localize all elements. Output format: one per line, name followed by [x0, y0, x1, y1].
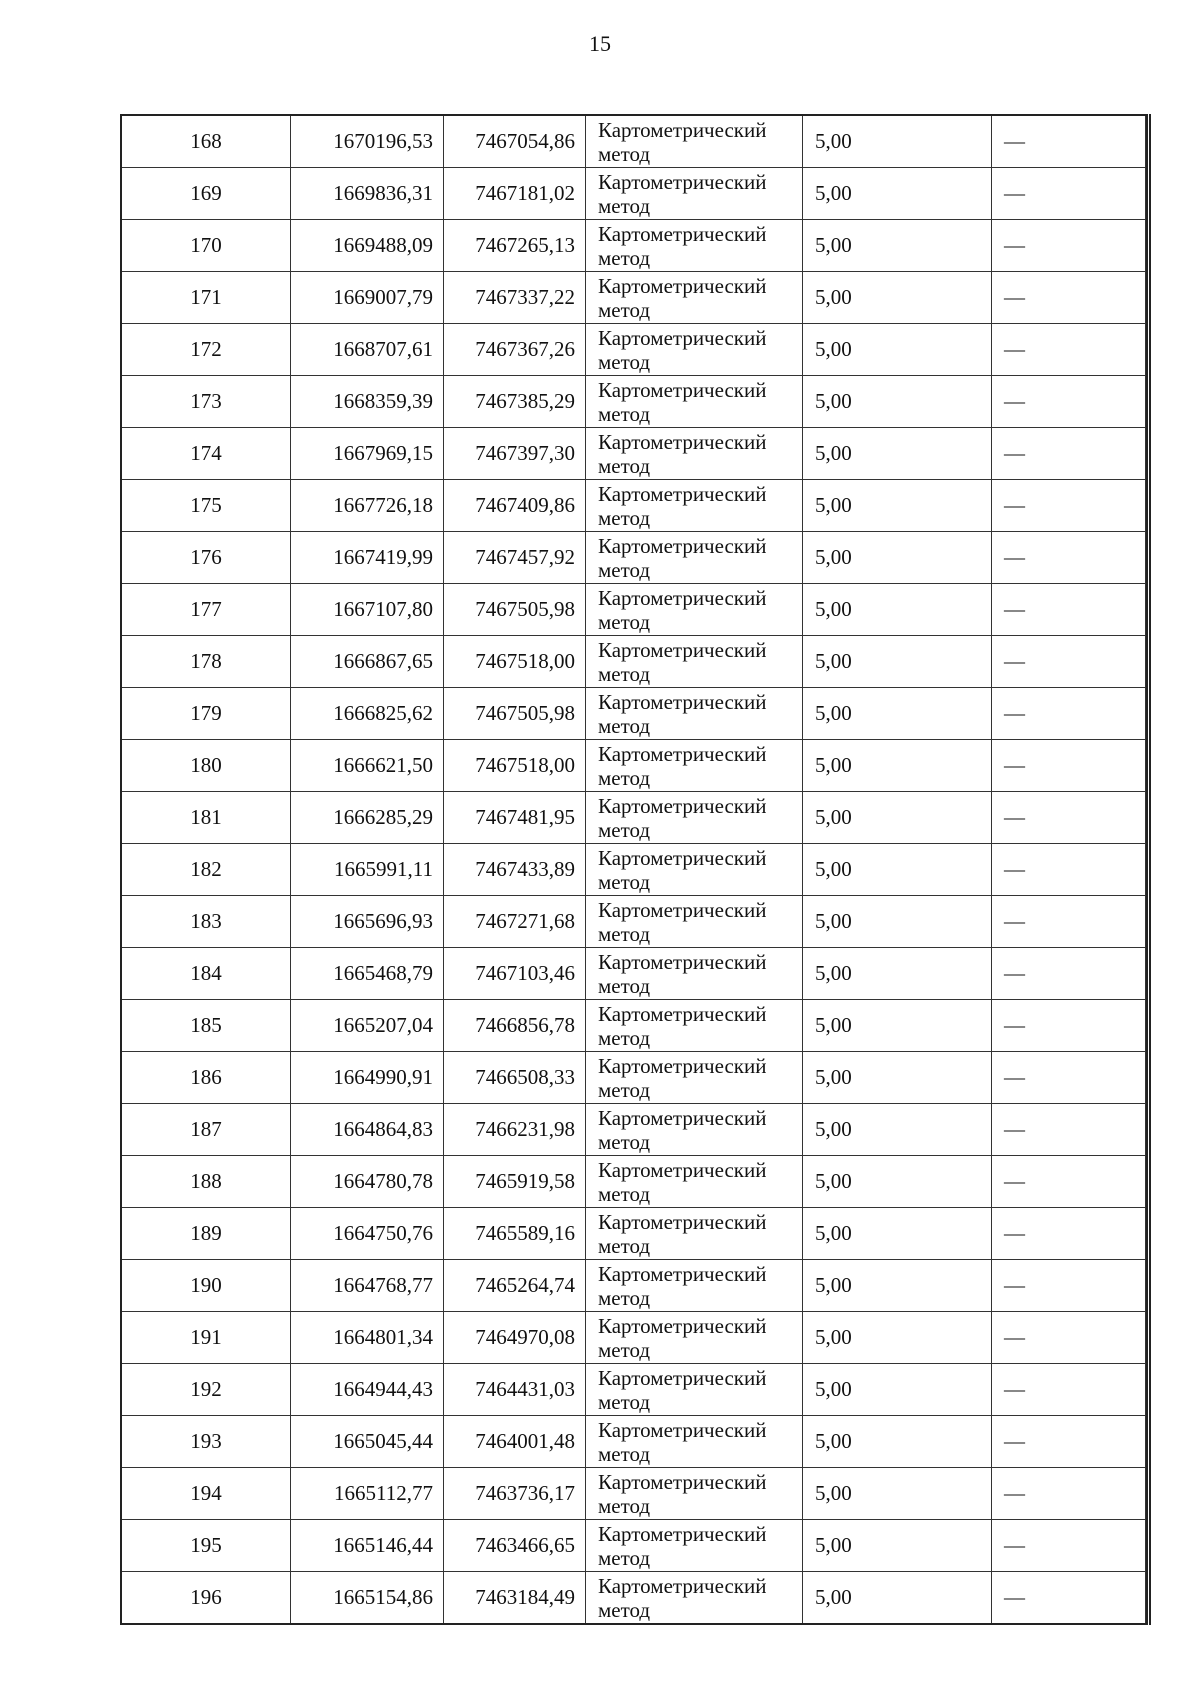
method-line1: Картометрический — [598, 481, 767, 506]
point-number-cell: 179 — [121, 688, 291, 740]
method-line1: Картометрический — [598, 221, 767, 246]
table-row — [121, 688, 1146, 740]
method-line2: метод — [598, 1181, 651, 1206]
method-line2: метод — [598, 713, 651, 738]
extra-cell: — — [992, 1520, 1146, 1572]
extra-cell: — — [992, 1208, 1146, 1260]
accuracy-cell: 5,00 — [803, 636, 992, 688]
extra-cell: — — [992, 792, 1146, 844]
x-coordinate-cell: 1665991,11 — [291, 844, 444, 896]
x-coordinate-cell: 1665696,93 — [291, 896, 444, 948]
method-line2: метод — [598, 401, 651, 426]
method-line2: метод — [598, 1337, 651, 1362]
point-number-cell: 187 — [121, 1104, 291, 1156]
method-cell — [586, 1156, 803, 1208]
method-line1: Картометрический — [598, 169, 767, 194]
y-coordinate-cell: 7464431,03 — [444, 1364, 586, 1416]
method-line1: Картометрический — [598, 117, 767, 142]
method-cell — [586, 376, 803, 428]
extra-cell: — — [992, 532, 1146, 584]
method-line1: Картометрический — [598, 429, 767, 454]
accuracy-cell: 5,00 — [803, 844, 992, 896]
method-cell — [586, 1052, 803, 1104]
accuracy-cell: 5,00 — [803, 1416, 992, 1468]
point-number-cell: 180 — [121, 740, 291, 792]
accuracy-cell: 5,00 — [803, 792, 992, 844]
table-row — [121, 1156, 1146, 1208]
method-cell — [586, 1104, 803, 1156]
accuracy-cell: 5,00 — [803, 1520, 992, 1572]
method-line2: метод — [598, 1285, 651, 1310]
x-coordinate-cell: 1665468,79 — [291, 948, 444, 1000]
point-number-cell: 194 — [121, 1468, 291, 1520]
method-line1: Картометрический — [598, 533, 767, 558]
y-coordinate-cell: 7467481,95 — [444, 792, 586, 844]
method-line1: Картометрический — [598, 1001, 767, 1026]
method-line1: Картометрический — [598, 845, 767, 870]
method-cell — [586, 1208, 803, 1260]
method-cell — [586, 1520, 803, 1572]
method-line2: метод — [598, 1597, 651, 1622]
table-row — [121, 1000, 1146, 1052]
y-coordinate-cell: 7467518,00 — [444, 740, 586, 792]
x-coordinate-cell: 1668707,61 — [291, 324, 444, 376]
method-line2: метод — [598, 973, 651, 998]
x-coordinate-cell: 1665045,44 — [291, 1416, 444, 1468]
accuracy-cell: 5,00 — [803, 1208, 992, 1260]
x-coordinate-cell: 1664864,83 — [291, 1104, 444, 1156]
y-coordinate-cell: 7467397,30 — [444, 428, 586, 480]
method-line1: Картометрический — [598, 689, 767, 714]
method-line2: метод — [598, 869, 651, 894]
method-line2: метод — [598, 141, 651, 166]
method-line2: метод — [598, 297, 651, 322]
x-coordinate-cell: 1664944,43 — [291, 1364, 444, 1416]
y-coordinate-cell: 7467271,68 — [444, 896, 586, 948]
extra-cell: — — [992, 1572, 1146, 1625]
method-cell — [586, 532, 803, 584]
method-cell — [586, 1468, 803, 1520]
method-line2: метод — [598, 193, 651, 218]
method-line2: метод — [598, 1389, 651, 1414]
accuracy-cell: 5,00 — [803, 220, 992, 272]
y-coordinate-cell: 7467457,92 — [444, 532, 586, 584]
x-coordinate-cell: 1664768,77 — [291, 1260, 444, 1312]
x-coordinate-cell: 1667726,18 — [291, 480, 444, 532]
table-row — [121, 740, 1146, 792]
coordinates-table-container — [120, 114, 1151, 1625]
method-line2: метод — [598, 1441, 651, 1466]
method-line2: метод — [598, 1077, 651, 1102]
method-line2: метод — [598, 1545, 651, 1570]
point-number-cell: 196 — [121, 1572, 291, 1625]
table-row — [121, 1208, 1146, 1260]
method-cell — [586, 324, 803, 376]
method-cell — [586, 1364, 803, 1416]
y-coordinate-cell: 7467265,13 — [444, 220, 586, 272]
method-line2: метод — [598, 1025, 651, 1050]
point-number-cell: 177 — [121, 584, 291, 636]
x-coordinate-cell: 1669007,79 — [291, 272, 444, 324]
y-coordinate-cell: 7465264,74 — [444, 1260, 586, 1312]
point-number-cell: 186 — [121, 1052, 291, 1104]
x-coordinate-cell: 1666867,65 — [291, 636, 444, 688]
table-row — [121, 480, 1146, 532]
method-line2: метод — [598, 557, 651, 582]
extra-cell: — — [992, 896, 1146, 948]
y-coordinate-cell: 7466856,78 — [444, 1000, 586, 1052]
extra-cell: — — [992, 740, 1146, 792]
method-line2: метод — [598, 817, 651, 842]
extra-cell: — — [992, 948, 1146, 1000]
table-row — [121, 636, 1146, 688]
method-cell — [586, 792, 803, 844]
point-number-cell: 181 — [121, 792, 291, 844]
accuracy-cell: 5,00 — [803, 948, 992, 1000]
method-line2: метод — [598, 245, 651, 270]
table-row — [121, 1364, 1146, 1416]
y-coordinate-cell: 7467433,89 — [444, 844, 586, 896]
x-coordinate-cell: 1670196,53 — [291, 115, 444, 168]
accuracy-cell: 5,00 — [803, 740, 992, 792]
x-coordinate-cell: 1665207,04 — [291, 1000, 444, 1052]
table-row — [121, 844, 1146, 896]
extra-cell: — — [992, 688, 1146, 740]
extra-cell: — — [992, 1364, 1146, 1416]
y-coordinate-cell: 7467367,26 — [444, 324, 586, 376]
method-line2: метод — [598, 661, 651, 686]
y-coordinate-cell: 7465589,16 — [444, 1208, 586, 1260]
method-line2: метод — [598, 1233, 651, 1258]
table-row — [121, 1572, 1146, 1625]
accuracy-cell: 5,00 — [803, 1312, 992, 1364]
method-cell — [586, 168, 803, 220]
accuracy-cell: 5,00 — [803, 324, 992, 376]
y-coordinate-cell: 7467505,98 — [444, 688, 586, 740]
method-line1: Картометрический — [598, 741, 767, 766]
method-line1: Картометрический — [598, 1261, 767, 1286]
accuracy-cell: 5,00 — [803, 688, 992, 740]
method-cell — [586, 428, 803, 480]
point-number-cell: 178 — [121, 636, 291, 688]
table-row — [121, 1468, 1146, 1520]
table-row — [121, 532, 1146, 584]
accuracy-cell: 5,00 — [803, 480, 992, 532]
method-cell — [586, 740, 803, 792]
method-cell — [586, 636, 803, 688]
x-coordinate-cell: 1667107,80 — [291, 584, 444, 636]
accuracy-cell: 5,00 — [803, 1260, 992, 1312]
method-line1: Картометрический — [598, 1053, 767, 1078]
method-cell — [586, 688, 803, 740]
x-coordinate-cell: 1668359,39 — [291, 376, 444, 428]
y-coordinate-cell: 7465919,58 — [444, 1156, 586, 1208]
y-coordinate-cell: 7467103,46 — [444, 948, 586, 1000]
extra-cell: — — [992, 115, 1146, 168]
method-cell — [586, 584, 803, 636]
x-coordinate-cell: 1666621,50 — [291, 740, 444, 792]
method-cell — [586, 1416, 803, 1468]
extra-cell: — — [992, 480, 1146, 532]
method-line2: метод — [598, 1493, 651, 1518]
accuracy-cell: 5,00 — [803, 168, 992, 220]
point-number-cell: 191 — [121, 1312, 291, 1364]
y-coordinate-cell: 7466508,33 — [444, 1052, 586, 1104]
point-number-cell: 183 — [121, 896, 291, 948]
method-cell — [586, 1260, 803, 1312]
coordinates-table — [120, 114, 1146, 1625]
point-number-cell: 189 — [121, 1208, 291, 1260]
point-number-cell: 193 — [121, 1416, 291, 1468]
x-coordinate-cell: 1665146,44 — [291, 1520, 444, 1572]
extra-cell: — — [992, 168, 1146, 220]
method-cell — [586, 896, 803, 948]
extra-cell: — — [992, 1052, 1146, 1104]
method-line1: Картометрический — [598, 1469, 767, 1494]
x-coordinate-cell: 1666285,29 — [291, 792, 444, 844]
method-cell — [586, 1312, 803, 1364]
extra-cell: — — [992, 1104, 1146, 1156]
table-row — [121, 220, 1146, 272]
y-coordinate-cell: 7467181,02 — [444, 168, 586, 220]
point-number-cell: 172 — [121, 324, 291, 376]
table-row — [121, 1052, 1146, 1104]
x-coordinate-cell: 1667419,99 — [291, 532, 444, 584]
y-coordinate-cell: 7463184,49 — [444, 1572, 586, 1625]
method-line1: Картометрический — [598, 377, 767, 402]
table-row — [121, 168, 1146, 220]
method-line1: Картометрический — [598, 1209, 767, 1234]
method-line1: Картометрический — [598, 325, 767, 350]
accuracy-cell: 5,00 — [803, 1156, 992, 1208]
x-coordinate-cell: 1664750,76 — [291, 1208, 444, 1260]
method-line2: метод — [598, 349, 651, 374]
accuracy-cell: 5,00 — [803, 896, 992, 948]
method-line1: Картометрический — [598, 1573, 767, 1598]
y-coordinate-cell: 7463466,65 — [444, 1520, 586, 1572]
method-line1: Картометрический — [598, 793, 767, 818]
point-number-cell: 185 — [121, 1000, 291, 1052]
coordinates-table-body — [121, 115, 1146, 1624]
y-coordinate-cell: 7463736,17 — [444, 1468, 586, 1520]
x-coordinate-cell: 1665154,86 — [291, 1572, 444, 1625]
point-number-cell: 192 — [121, 1364, 291, 1416]
method-cell — [586, 115, 803, 168]
x-coordinate-cell: 1664801,34 — [291, 1312, 444, 1364]
method-line1: Картометрический — [598, 585, 767, 610]
table-row — [121, 1104, 1146, 1156]
method-line1: Картометрический — [598, 1157, 767, 1182]
method-cell — [586, 480, 803, 532]
extra-cell: — — [992, 1416, 1146, 1468]
extra-cell: — — [992, 1260, 1146, 1312]
table-row — [121, 272, 1146, 324]
point-number-cell: 188 — [121, 1156, 291, 1208]
y-coordinate-cell: 7466231,98 — [444, 1104, 586, 1156]
point-number-cell: 190 — [121, 1260, 291, 1312]
method-line1: Картометрический — [598, 1521, 767, 1546]
point-number-cell: 170 — [121, 220, 291, 272]
method-line2: метод — [598, 1129, 651, 1154]
table-row — [121, 1312, 1146, 1364]
method-line1: Картометрический — [598, 637, 767, 662]
table-row — [121, 376, 1146, 428]
point-number-cell: 182 — [121, 844, 291, 896]
x-coordinate-cell: 1669488,09 — [291, 220, 444, 272]
method-cell — [586, 844, 803, 896]
table-row — [121, 792, 1146, 844]
method-cell — [586, 1000, 803, 1052]
y-coordinate-cell: 7467409,86 — [444, 480, 586, 532]
x-coordinate-cell: 1666825,62 — [291, 688, 444, 740]
accuracy-cell: 5,00 — [803, 272, 992, 324]
method-line1: Картометрический — [598, 1365, 767, 1390]
extra-cell: — — [992, 428, 1146, 480]
extra-cell: — — [992, 584, 1146, 636]
table-row — [121, 324, 1146, 376]
method-line1: Картометрический — [598, 1417, 767, 1442]
extra-cell: — — [992, 844, 1146, 896]
extra-cell: — — [992, 1312, 1146, 1364]
extra-cell: — — [992, 1156, 1146, 1208]
method-line1: Картометрический — [598, 1105, 767, 1130]
accuracy-cell: 5,00 — [803, 584, 992, 636]
method-line2: метод — [598, 505, 651, 530]
x-coordinate-cell: 1665112,77 — [291, 1468, 444, 1520]
method-cell — [586, 272, 803, 324]
point-number-cell: 173 — [121, 376, 291, 428]
point-number-cell: 169 — [121, 168, 291, 220]
extra-cell: — — [992, 636, 1146, 688]
accuracy-cell: 5,00 — [803, 1468, 992, 1520]
x-coordinate-cell: 1664780,78 — [291, 1156, 444, 1208]
y-coordinate-cell: 7467054,86 — [444, 115, 586, 168]
point-number-cell: 184 — [121, 948, 291, 1000]
accuracy-cell: 5,00 — [803, 1364, 992, 1416]
table-row — [121, 1520, 1146, 1572]
method-line2: метод — [598, 921, 651, 946]
accuracy-cell: 5,00 — [803, 1052, 992, 1104]
method-cell — [586, 1572, 803, 1625]
y-coordinate-cell: 7464001,48 — [444, 1416, 586, 1468]
x-coordinate-cell: 1667969,15 — [291, 428, 444, 480]
method-line1: Картометрический — [598, 949, 767, 974]
point-number-cell: 176 — [121, 532, 291, 584]
table-row — [121, 1416, 1146, 1468]
extra-cell: — — [992, 376, 1146, 428]
accuracy-cell: 5,00 — [803, 115, 992, 168]
accuracy-cell: 5,00 — [803, 376, 992, 428]
x-coordinate-cell: 1669836,31 — [291, 168, 444, 220]
page-number: 15 — [589, 31, 611, 56]
accuracy-cell: 5,00 — [803, 1000, 992, 1052]
extra-cell: — — [992, 1468, 1146, 1520]
method-line1: Картометрический — [598, 897, 767, 922]
y-coordinate-cell: 7464970,08 — [444, 1312, 586, 1364]
table-row — [121, 115, 1146, 168]
y-coordinate-cell: 7467505,98 — [444, 584, 586, 636]
x-coordinate-cell: 1664990,91 — [291, 1052, 444, 1104]
table-row — [121, 1260, 1146, 1312]
accuracy-cell: 5,00 — [803, 532, 992, 584]
method-cell — [586, 948, 803, 1000]
accuracy-cell: 5,00 — [803, 428, 992, 480]
point-number-cell: 168 — [121, 115, 291, 168]
method-line2: метод — [598, 609, 651, 634]
y-coordinate-cell: 7467385,29 — [444, 376, 586, 428]
accuracy-cell: 5,00 — [803, 1572, 992, 1625]
point-number-cell: 174 — [121, 428, 291, 480]
point-number-cell: 175 — [121, 480, 291, 532]
method-cell — [586, 220, 803, 272]
table-row — [121, 428, 1146, 480]
extra-cell: — — [992, 220, 1146, 272]
point-number-cell: 195 — [121, 1520, 291, 1572]
extra-cell: — — [992, 324, 1146, 376]
table-row — [121, 948, 1146, 1000]
method-line2: метод — [598, 765, 651, 790]
method-line1: Картометрический — [598, 1313, 767, 1338]
accuracy-cell: 5,00 — [803, 1104, 992, 1156]
extra-cell: — — [992, 1000, 1146, 1052]
table-row — [121, 896, 1146, 948]
point-number-cell: 171 — [121, 272, 291, 324]
table-row — [121, 584, 1146, 636]
y-coordinate-cell: 7467337,22 — [444, 272, 586, 324]
method-line1: Картометрический — [598, 273, 767, 298]
method-line2: метод — [598, 453, 651, 478]
extra-cell: — — [992, 272, 1146, 324]
y-coordinate-cell: 7467518,00 — [444, 636, 586, 688]
